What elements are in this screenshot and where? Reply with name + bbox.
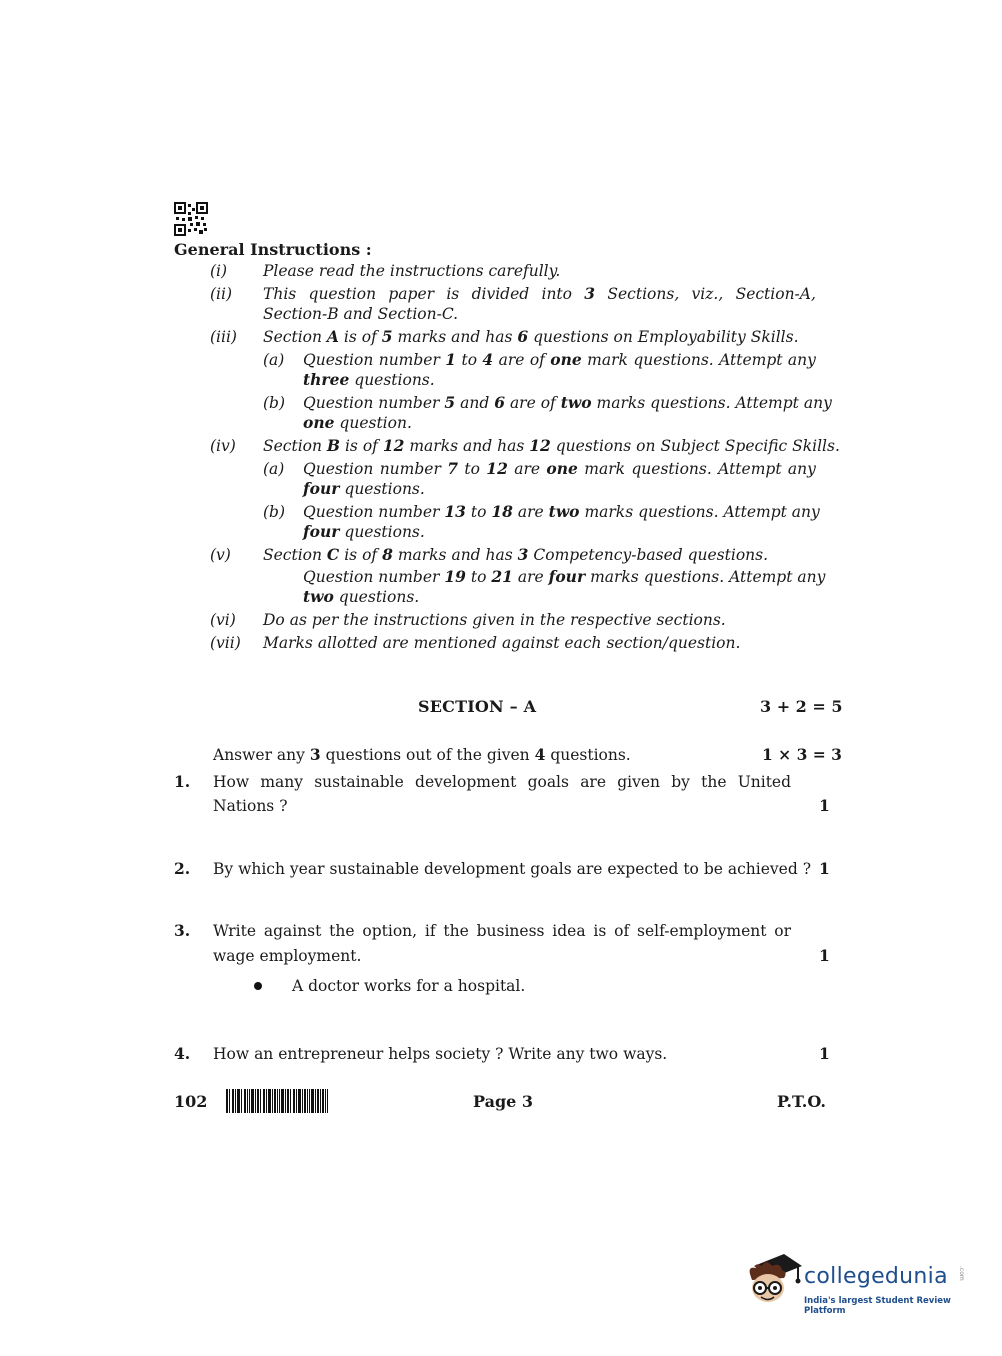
sub-iii-b-label: (b) bbox=[263, 394, 286, 412]
bullet-icon bbox=[254, 982, 262, 990]
section-a-instruction-marks: 1 × 3 = 3 bbox=[762, 745, 842, 764]
instruction-text-ii-line1: This question paper is divided into 3 Sections, viz., Section-A, bbox=[263, 284, 816, 303]
instruction-text-v: Section C is of 8 marks and has 3 Competency-based questions. bbox=[263, 545, 769, 564]
sub-iii-b-line2: one question. bbox=[303, 413, 412, 432]
question-1-line2: Nations ? bbox=[213, 797, 288, 815]
instruction-text-vi: Do as per the instructions given in the respective sections. bbox=[263, 611, 726, 629]
qr-code bbox=[174, 202, 208, 236]
sub-iii-a-label: (a) bbox=[263, 351, 285, 369]
brand-com: .com bbox=[958, 1266, 965, 1281]
instruction-text-i: Please read the instructions carefully. bbox=[263, 262, 561, 280]
barcode bbox=[226, 1089, 328, 1113]
question-4-number: 4. bbox=[174, 1044, 191, 1063]
sub-iv-a-line2: four questions. bbox=[303, 479, 425, 498]
pto-label: P.T.O. bbox=[777, 1092, 826, 1111]
sub-iv-a-label: (a) bbox=[263, 460, 285, 478]
question-2-text: By which year sustainable development goals are expected to be achieved ? bbox=[213, 860, 812, 878]
instruction-text-vii: Marks allotted are mentioned against each section/question. bbox=[263, 634, 741, 652]
sub-iv-b-label: (b) bbox=[263, 503, 286, 521]
collegedunia-logo bbox=[744, 1250, 970, 1320]
instruction-num-ii: (ii) bbox=[210, 285, 233, 303]
sub-iv-b-line1: Question number 13 to 18 are two marks questions. Attempt any bbox=[303, 502, 820, 521]
question-4-text: How an entrepreneur helps society ? Write any two ways. bbox=[213, 1045, 668, 1063]
instruction-num-iii: (iii) bbox=[210, 328, 237, 346]
section-a-instruction: Answer any 3 questions out of the given 4 questions. bbox=[213, 745, 631, 764]
instruction-num-i: (i) bbox=[210, 262, 228, 280]
instruction-text-ii-line2: Section-B and Section-C. bbox=[263, 305, 459, 323]
page-number: Page 3 bbox=[473, 1092, 534, 1111]
sub-iv-b-line2: four questions. bbox=[303, 522, 425, 541]
general-instructions-title: General Instructions : bbox=[174, 240, 372, 259]
sub-iii-a-line2: three questions. bbox=[303, 370, 435, 389]
sub-iii-a-line1: Question number 1 to 4 are of one mark questions. Attempt any bbox=[303, 350, 816, 369]
instruction-num-vi: (vi) bbox=[210, 611, 236, 629]
brand-tagline: India's largest Student Review Platform bbox=[804, 1296, 951, 1316]
instruction-text-iv: Section B is of 12 marks and has 12 questions on Subject Specific Skills. bbox=[263, 436, 840, 455]
mascot-icon bbox=[744, 1250, 802, 1316]
instruction-num-iv: (iv) bbox=[210, 437, 236, 455]
section-a-title: SECTION – A bbox=[418, 697, 537, 716]
question-3-line2: wage employment. bbox=[213, 947, 362, 965]
question-3-marks: 1 bbox=[819, 946, 830, 965]
question-2-marks: 1 bbox=[819, 859, 830, 878]
question-3-number: 3. bbox=[174, 921, 191, 940]
sub-v-line1: Question number 19 to 21 are four marks questions. Attempt any bbox=[303, 567, 826, 586]
sub-iv-a-line1: Question number 7 to 12 are one mark questions. Attempt any bbox=[303, 459, 816, 478]
question-1-marks: 1 bbox=[819, 796, 830, 815]
paper-code: 102 bbox=[174, 1092, 208, 1111]
question-1-line1: How many sustainable development goals are given by the United bbox=[213, 773, 792, 791]
question-3-bullet-text: A doctor works for a hospital. bbox=[292, 977, 526, 995]
section-a-marks: 3 + 2 = 5 bbox=[760, 697, 843, 716]
question-1-number: 1. bbox=[174, 772, 191, 791]
brand-name: collegedunia bbox=[804, 1264, 948, 1289]
instruction-text-iii: Section A is of 5 marks and has 6 questions on Employability Skills. bbox=[263, 327, 799, 346]
question-4-marks: 1 bbox=[819, 1044, 830, 1063]
question-2-number: 2. bbox=[174, 859, 191, 878]
sub-v-line2: two questions. bbox=[303, 587, 420, 606]
instruction-num-vii: (vii) bbox=[210, 634, 241, 652]
sub-iii-b-line1: Question number 5 and 6 are of two marks questions. Attempt any bbox=[303, 393, 832, 412]
instruction-num-v: (v) bbox=[210, 546, 231, 564]
question-3-line1: Write against the option, if the business idea is of self-employment or bbox=[213, 922, 792, 940]
